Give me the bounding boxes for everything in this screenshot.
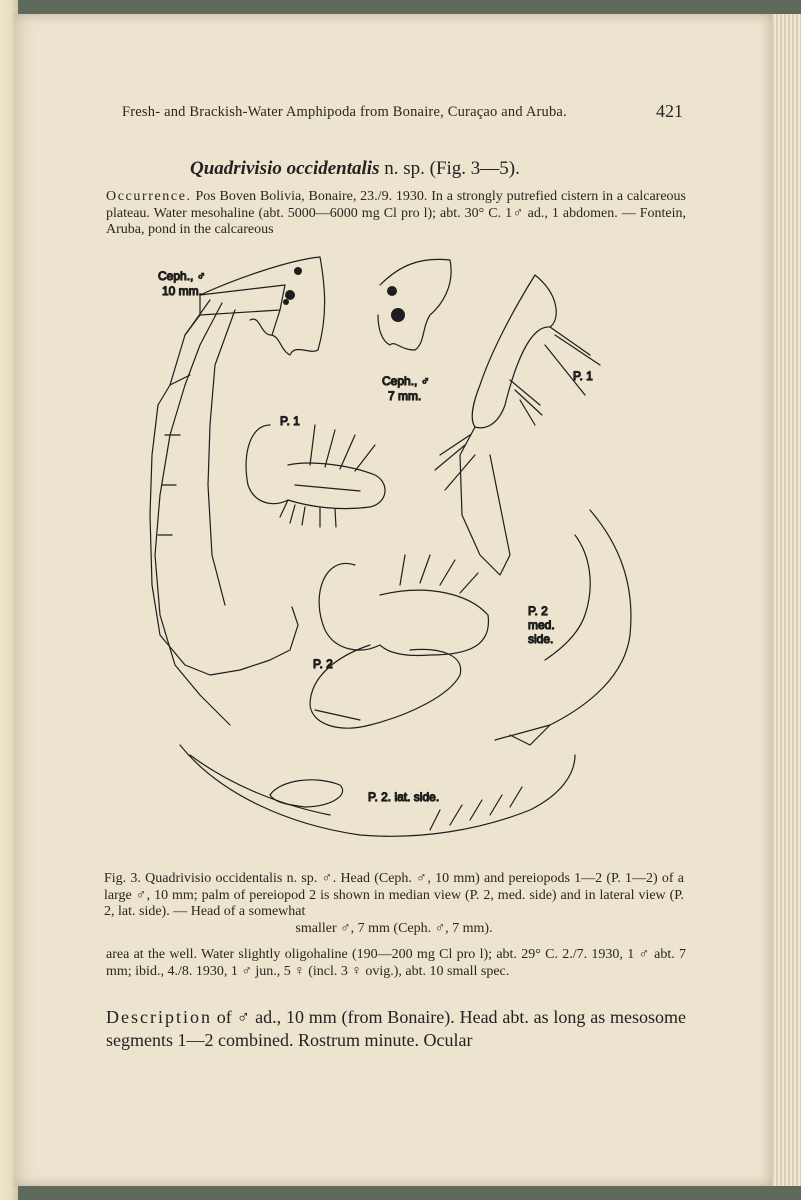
label-ceph-7mm-b: 7 mm. bbox=[388, 389, 422, 403]
description-paragraph bbox=[106, 1006, 686, 1052]
head-7mm-drawing bbox=[378, 259, 451, 350]
label-p2-med-b: med. bbox=[528, 618, 555, 632]
head-10mm-drawing bbox=[200, 257, 325, 355]
description-text: of ♂ ad., 10 mm (from Bonaire). Head abt. as long as mesosome segments 1—2 combined. Rostrum minute. Ocular bbox=[106, 1007, 687, 1050]
label-p1-center: P. 1 bbox=[280, 414, 300, 428]
page-number: 421 bbox=[656, 101, 683, 121]
figure-caption bbox=[104, 871, 684, 937]
caption-line-1: Fig. 3. Quadrivisio occidentalis n. sp. ♂. Head (Ceph. ♂, 10 mm) and pereiopods 1—2 (P. 1—2) of a large ♂, 10 mm; palm of pereiopod 2 is shown in median view (P. 2, med. side) and in lateral view (P. 2, lat. side). — Head of a somewhat bbox=[104, 871, 684, 919]
pereiopod-2-left-drawing bbox=[310, 555, 488, 728]
amphipod-figure bbox=[130, 255, 650, 855]
label-p2-med-c: side. bbox=[528, 632, 554, 646]
species-heading-suffix: n. sp. (Fig. 3—5). bbox=[384, 158, 520, 179]
antenna-drawing bbox=[150, 300, 298, 725]
occurrence-continuation: area at the well. Water slightly oligohaline (190—200 mg Cl pro l); abt. 29° C. 2./7. 1930, 1 ♂ abt. 7 mm; ibid., 4./8. 1930, 1 ♂ jun., 5 ♀ (incl. 3 ♀ ovig.), abt. 10 small spec. bbox=[106, 947, 686, 979]
occurrence-paragraph bbox=[106, 189, 686, 239]
running-head: Fresh- and Brackish-Water Amphipoda from Bonaire, Curaçao and Aruba. bbox=[122, 104, 567, 120]
occurrence-label: Occurrence. bbox=[106, 189, 192, 204]
label-ceph-10mm-b: 10 mm. bbox=[162, 284, 203, 298]
pereiopod-1-right-drawing bbox=[435, 275, 600, 575]
label-p1-right: P. 1 bbox=[573, 369, 593, 383]
pereiopod-2-median-side-drawing bbox=[495, 510, 631, 745]
label-ceph-10mm-a: Ceph., ♂ bbox=[158, 269, 206, 283]
description-label: Description bbox=[106, 1007, 212, 1027]
label-p2-left: P. 2 bbox=[313, 657, 333, 671]
species-heading bbox=[190, 158, 610, 180]
label-ceph-7mm-a: Ceph., ♂ bbox=[382, 374, 430, 388]
species-name: Quadrivisio occidentalis bbox=[190, 158, 380, 179]
caption-line-2: smaller ♂, 7 mm (Ceph. ♂, 7 mm). bbox=[295, 920, 493, 936]
pereiopod-1-center-drawing bbox=[246, 425, 385, 527]
label-p2-lat-side: P. 2. lat. side. bbox=[368, 790, 440, 804]
right-page-edges bbox=[772, 14, 801, 1186]
occurrence-text: Pos Boven Bolivia, Bonaire, 23./9. 1930. In a strongly putrefied cistern in a calcareous plateau. Water mesohaline (abt. 5000—6000 mg Cl pro l); abt. 30° C. 1♂ ad., 1 abdomen. — Fontein, Aruba, pond in the calcareous bbox=[106, 189, 686, 237]
label-p2-med-a: P. 2 bbox=[528, 604, 548, 618]
